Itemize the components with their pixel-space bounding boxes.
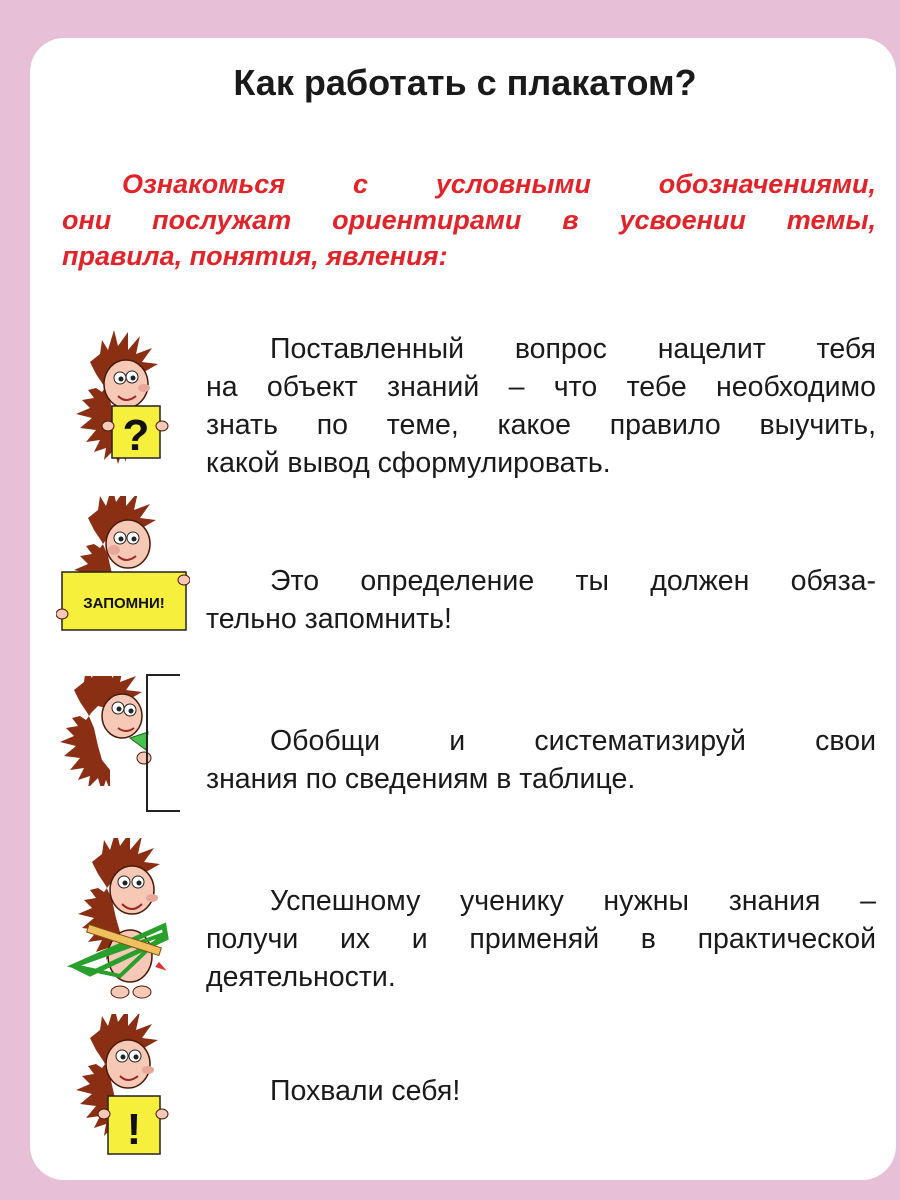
text-line: получи их и применяй в практической bbox=[206, 923, 876, 955]
text-line: тельно запомнить! bbox=[206, 603, 452, 635]
text-line: Похвали себя! bbox=[270, 1075, 461, 1107]
intro-line: правила, понятия, явления: bbox=[62, 241, 448, 271]
intro-line: Ознакомься с условными обозначениями, bbox=[122, 169, 876, 199]
remember-description bbox=[206, 562, 876, 638]
table-bracket bbox=[146, 674, 180, 812]
intro-line: они послужат ориентирами в усвоении темы, bbox=[62, 205, 876, 235]
knowledge-description bbox=[206, 882, 876, 996]
question-description bbox=[206, 330, 876, 482]
hedgehog-table-icon bbox=[56, 676, 156, 786]
text-line: Это определение ты должен обяза- bbox=[270, 565, 876, 597]
page-title: Как работать с плакатом? bbox=[233, 62, 697, 103]
text-line: деятельности. bbox=[206, 961, 396, 993]
hedgehog-ruler-pencil-icon bbox=[60, 838, 178, 1008]
text-line: Поставленный вопрос нацелит тебя bbox=[270, 333, 876, 365]
hedgehog-question-icon bbox=[64, 322, 184, 472]
text-line: Успешному ученику нужны знания – bbox=[270, 885, 876, 917]
text-line: знать по теме, какое правило выучить, bbox=[206, 409, 876, 441]
text-line: знания по сведениям в таблице. bbox=[206, 763, 636, 795]
hedgehog-remember-icon bbox=[56, 496, 190, 642]
text-line: на объект знаний – что тебе необходимо bbox=[206, 371, 876, 403]
table-description bbox=[206, 722, 876, 798]
praise-description bbox=[206, 1072, 876, 1110]
hedgehog-exclamation-icon bbox=[64, 1014, 184, 1164]
intro-text bbox=[62, 166, 876, 274]
text-line: Обобщи и систематизируй свои bbox=[270, 725, 876, 757]
question-sign-text: ? bbox=[122, 411, 150, 460]
text-line: какой вывод сформулировать. bbox=[206, 447, 611, 479]
remember-sign-text: ЗАПОМНИ! bbox=[83, 595, 165, 612]
exclamation-sign-text: ! bbox=[126, 1105, 142, 1154]
